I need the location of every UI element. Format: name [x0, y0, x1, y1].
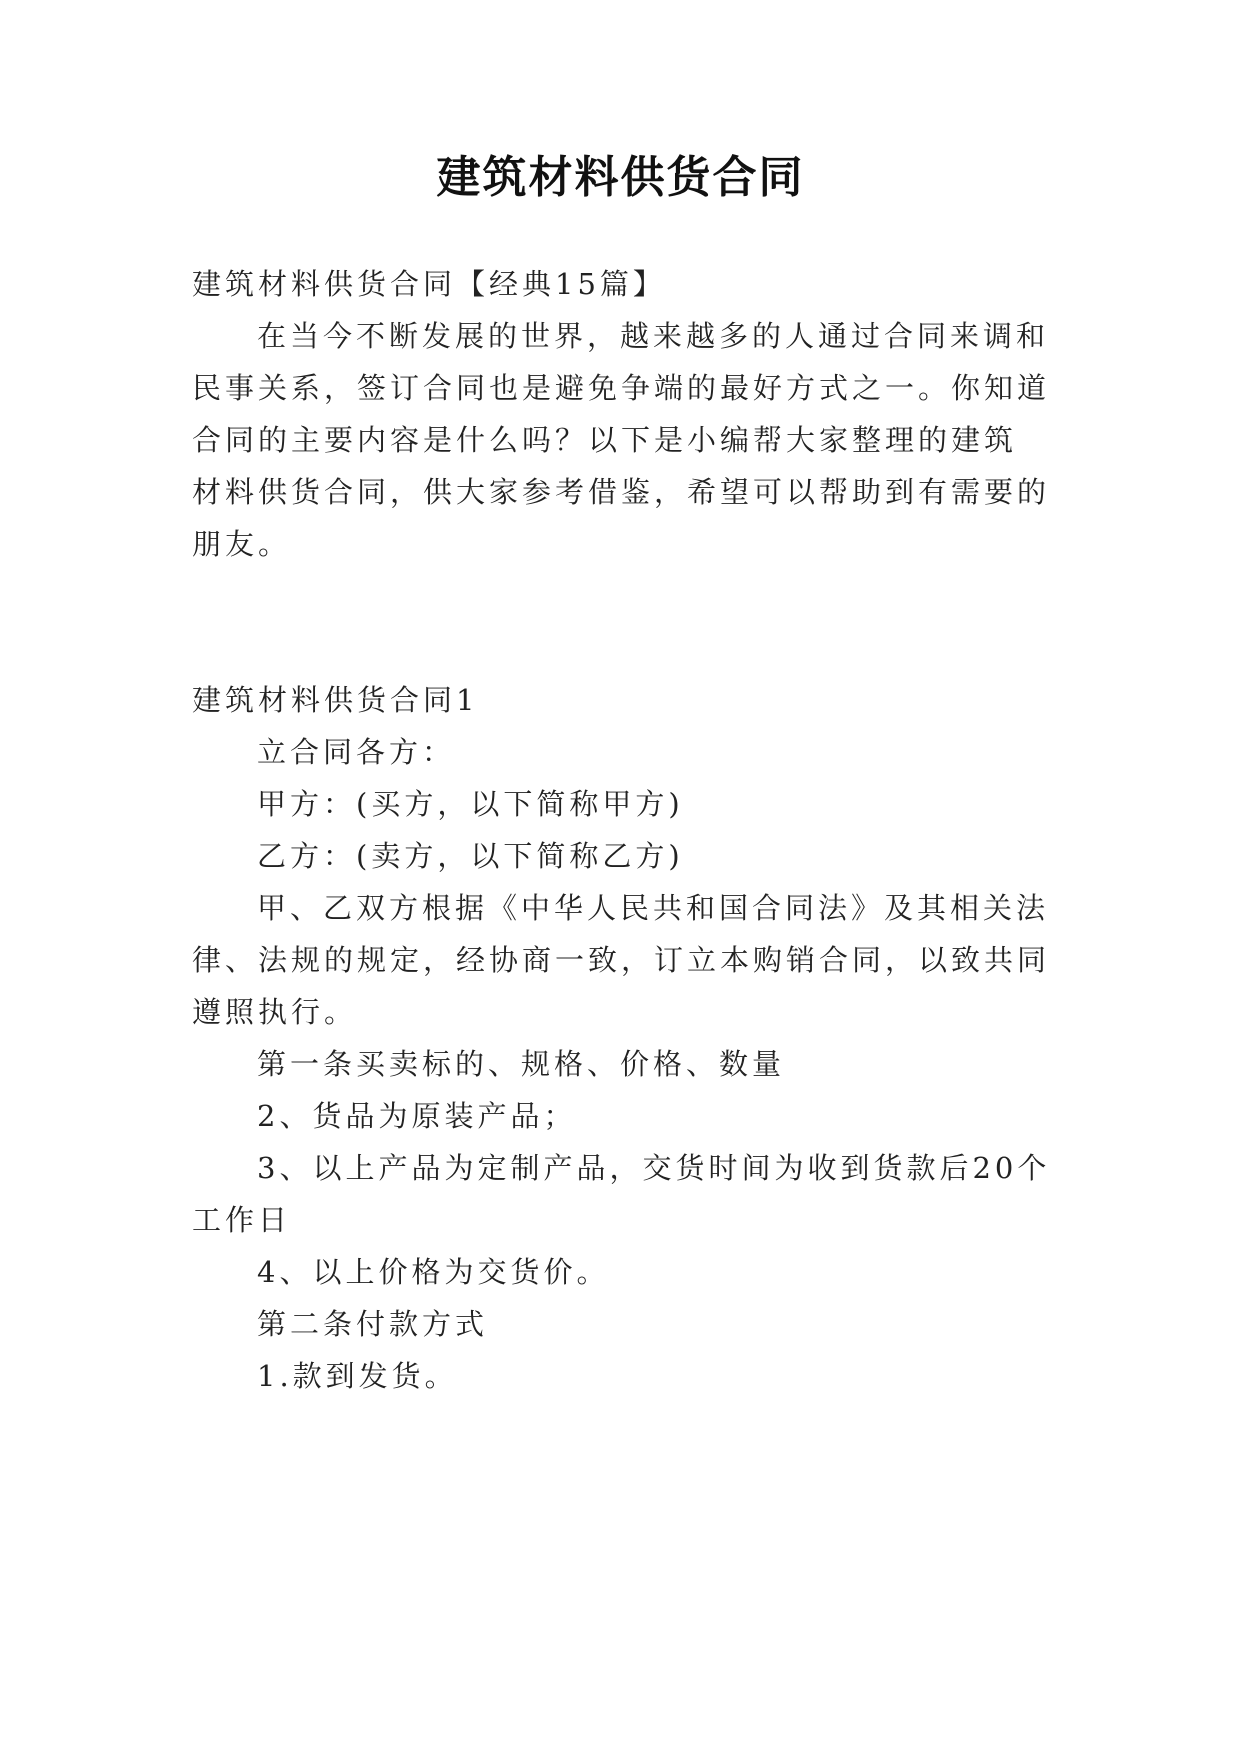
body-line-7: 第一条买卖标的、规格、价格、数量 [257, 1047, 786, 1081]
body-line-8: 2、货品为原装产品； [257, 1099, 577, 1133]
body-line-11: 4、以上价格为交货价。 [257, 1255, 610, 1289]
body-line-6: 遵照执行。 [192, 995, 358, 1029]
intro-line-3: 合同的主要内容是什么吗？以下是小编帮大家整理的建筑 [192, 423, 1018, 457]
body-line-10: 工作日 [192, 1203, 292, 1237]
body-line-4: 甲、乙双方根据《中华人民共和国合同法》及其相关法 [257, 891, 1050, 925]
body-line-5: 律、法规的规定，经协商一致，订立本购销合同，以致共同 [192, 943, 1051, 977]
body-line-3: 乙方：(卖方，以下简称乙方) [257, 839, 684, 873]
body-line-2: 甲方：(买方，以下简称甲方) [257, 787, 684, 821]
body-line-1: 立合同各方： [257, 735, 456, 769]
body-line-13: 1.款到发货。 [257, 1359, 458, 1393]
section-heading: 建筑材料供货合同1 [192, 683, 479, 717]
intro-line-5: 朋友。 [192, 527, 292, 561]
body-line-12: 第二条付款方式 [257, 1307, 489, 1341]
intro-line-1: 在当今不断发展的世界，越来越多的人通过合同来调和 [257, 319, 1050, 353]
document-subtitle: 建筑材料供货合同【经典15篇】 [192, 267, 666, 301]
intro-line-4: 材料供货合同，供大家参考借鉴，希望可以帮助到有需要的 [192, 475, 1051, 509]
body-line-9: 3、以上产品为定制产品，交货时间为收到货款后20个 [257, 1151, 1051, 1185]
intro-line-2: 民事关系，签订合同也是避免争端的最好方式之一。你知道 [192, 371, 1051, 405]
document-title: 建筑材料供货合同 [436, 152, 805, 203]
